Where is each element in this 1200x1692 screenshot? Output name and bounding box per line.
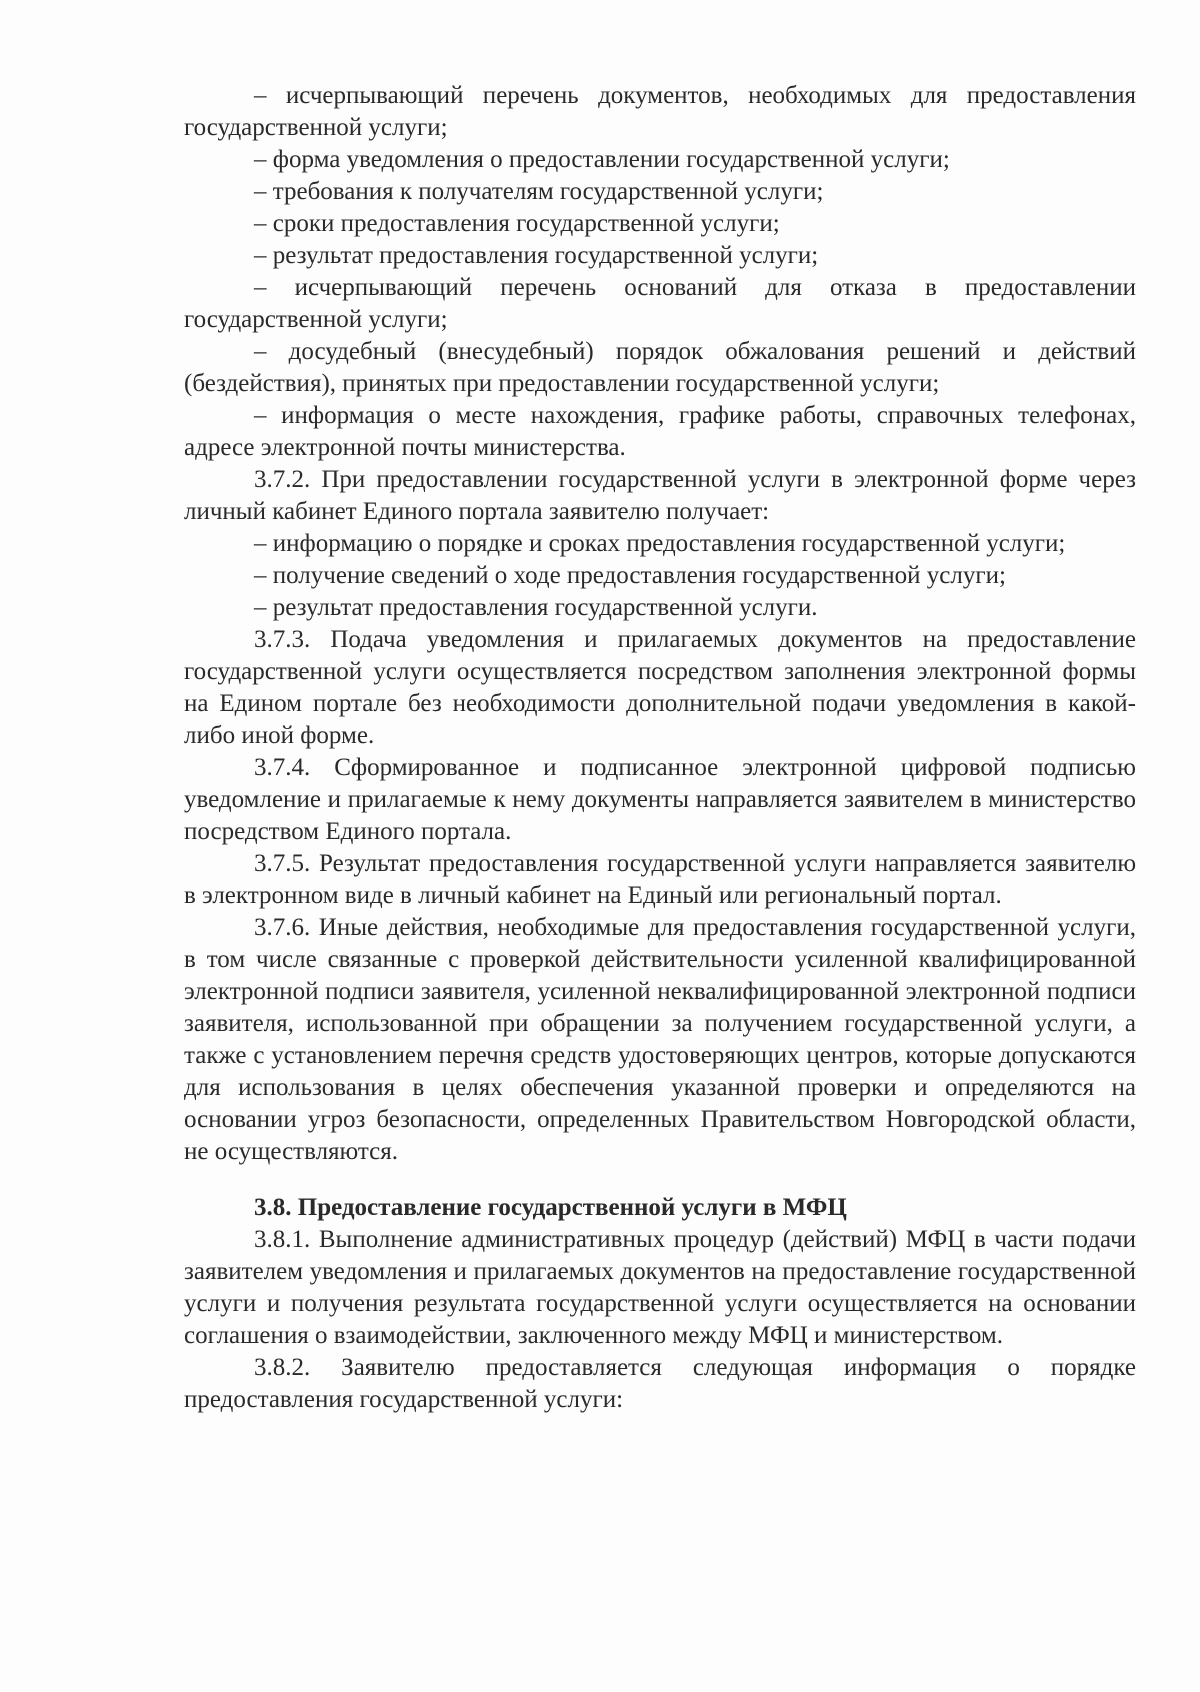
section-heading-3-8: 3.8. Предоставление государственной услуги в МФЦ [254, 1194, 847, 1221]
list-item-result: – результат предоставления государственной услуги; [254, 242, 819, 269]
list-item-documents: – исчерпывающий перечень документов, необходимых для предоставления государственной услуги; [184, 82, 1136, 141]
paragraph-3-8-1: 3.8.1. Выполнение административных процедур (действий) МФЦ в части подачи заявителем уведомления и прилагаемых документов на предоставление государственной услуги и получения результата государственной услуги осуществляется на основании соглашения о взаимодействии, заключенного между МФЦ и министерством. [184, 1226, 1136, 1349]
list-item-requirements: – требования к получателям государственной услуги; [254, 178, 824, 205]
list-item-terms: – сроки предоставления государственной услуги; [254, 210, 780, 237]
list-item-appeal: – досудебный (внесудебный) порядок обжалования решений и действий (бездействия), принятых при предоставлении государственной услуги; [184, 338, 1136, 397]
paragraph-3-7-4: 3.7.4. Сформированное и подписанное электронной цифровой подписью уведомление и прилагаемые к нему документы направляется заявителем в министерство посредством Единого портала. [184, 754, 1136, 845]
paragraph-3-7-3: 3.7.3. Подача уведомления и прилагаемых документов на предоставление государственной услуги осуществляется посредством заполнения электронной формы на Едином портале без необходимости дополнительной подачи уведомления в какой-либо иной форме. [184, 626, 1136, 749]
list-item-progress-info: – получение сведений о ходе предоставления государственной услуги; [254, 562, 1006, 589]
list-item-form: – форма уведомления о предоставлении государственной услуги; [254, 146, 950, 173]
paragraph-3-7-6: 3.7.6. Иные действия, необходимые для предоставления государственной услуги, в том числе связанные с проверкой действительности усиленной квалифицированной электронной подписи заявителя, усиленной неквалифицированной электронной подписи заявителя, использованной при обращении за получением государственной услуги, а также с установлением перечня средств удостоверяющих центров, которые допускаются для использования в целях обеспечения указанной проверки и определяются на основании угроз безопасности, определенных Правительством Новгородской области, не осуществляются. [184, 914, 1136, 1165]
list-item-service-result: – результат предоставления государственной услуги. [254, 594, 818, 621]
document-body [184, 80, 1136, 1416]
list-item-refusal-grounds: – исчерпывающий перечень оснований для отказа в предоставлении государственной услуги; [184, 274, 1136, 333]
paragraph-3-7-5: 3.7.5. Результат предоставления государственной услуги направляется заявителю в электронном виде в личный кабинет на Единый или региональный портал. [184, 850, 1136, 909]
list-item-procedure-info: – информацию о порядке и сроках предоставления государственной услуги; [254, 530, 1066, 557]
list-item-contact-info: – информация о месте нахождения, графике работы, справочных телефонах, адресе электронной почты министерства. [184, 402, 1136, 461]
paragraph-3-7-2: 3.7.2. При предоставлении государственной услуги в электронной форме через личный кабинет Единого портала заявителю получает: [184, 466, 1136, 525]
paragraph-3-8-2: 3.8.2. Заявителю предоставляется следующая информация о порядке предоставления государственной услуги: [184, 1354, 1136, 1413]
